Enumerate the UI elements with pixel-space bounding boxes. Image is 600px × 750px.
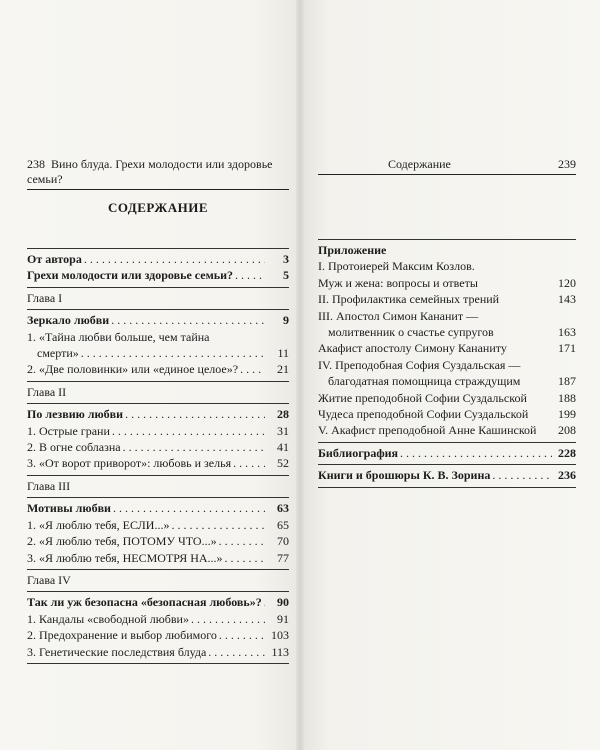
toc-entry: I. Протоиерей Максим Козлов. <box>318 259 475 274</box>
toc-entry: Библиография . . . 228 <box>318 445 576 461</box>
toc-entry: V. Акафист преподобной Анне Кашинской 208 <box>318 423 576 438</box>
right-page <box>300 0 600 750</box>
toc-title: СОДЕРЖАНИЕ <box>107 200 209 215</box>
toc-entry: смерти» . . . 11 <box>27 345 289 361</box>
divider <box>27 569 289 570</box>
toc-entry: молитвенник о счастье супругов 163 <box>328 325 576 340</box>
toc-entry: Зеркало любви . . . 9 <box>27 312 289 328</box>
toc-entry: 1. «Я люблю тебя, ЕСЛИ...» . . . 65 <box>27 517 289 533</box>
toc-entry: Муж и жена: вопросы и ответы 120 <box>318 275 576 290</box>
toc-entry: Житие преподобной Софии Суздальской 188 <box>318 390 576 405</box>
toc-entry: 2. «Я люблю тебя, ПОТОМУ ЧТО...» . . . 70 <box>27 533 289 549</box>
right-page-number: 239 <box>558 157 576 171</box>
divider <box>318 239 576 240</box>
left-toc-list <box>27 245 289 666</box>
divider <box>318 464 576 465</box>
toc-entry: III. Апостол Симон Кананит — <box>318 308 479 323</box>
right-running-head <box>318 157 576 175</box>
toc-entry: 1. «Тайна любви больше, чем тайна <box>27 329 210 344</box>
toc-entry: По лезвию любви . . . 28 <box>27 406 289 422</box>
divider <box>27 663 289 664</box>
toc-entry: 3. «От ворот приворот»: любовь и зелья . . . 52 <box>27 455 289 471</box>
divider <box>27 591 289 592</box>
chapter-label: Глава II <box>27 384 67 399</box>
right-running-title: Содержание <box>388 157 451 171</box>
toc-entry: IV. Преподобная София Суздальская — <box>318 357 521 372</box>
right-toc-list <box>318 236 576 490</box>
book-gutter <box>296 0 304 750</box>
divider <box>27 475 289 476</box>
left-page-number: 238 <box>27 157 45 171</box>
chapter-label: Глава IV <box>27 572 71 587</box>
divider <box>27 381 289 382</box>
toc-entry: 2. В огне соблазна . . . 41 <box>27 439 289 455</box>
divider <box>27 497 289 498</box>
chapter-label: Глава III <box>27 478 71 493</box>
toc-entry: 3. Генетические последствия блуда . . . 113 <box>27 644 289 660</box>
divider <box>27 403 289 404</box>
toc-entry: 2. Предохранение и выбор любимого . . . 103 <box>27 627 289 643</box>
toc-entry: Чудеса преподобной Софии Суздальской 199 <box>318 407 576 422</box>
left-running-title: Вино блуда. Грехи молодости или здоровье семьи? <box>27 157 273 186</box>
toc-entry: благодатная помощница страждущим 187 <box>328 374 576 389</box>
toc-entry: 2. «Две половинки» или «единое целое»? . . . 21 <box>27 361 289 377</box>
toc-entry: Акафист апостолу Симону Кананиту 171 <box>318 341 576 356</box>
divider <box>318 487 576 488</box>
divider <box>27 287 289 288</box>
toc-entry: Грехи молодости или здоровье семьи? . . . 5 <box>27 267 289 283</box>
toc-entry: От автора . . . 3 <box>27 251 289 267</box>
toc-entry: Так ли уж безопасна «безопасная любовь»? . . . 90 <box>27 594 289 610</box>
divider <box>27 248 289 249</box>
toc-entry: Книги и брошюры К. В. Зорина . . . 236 <box>318 467 576 483</box>
toc-entry: 1. Кандалы «свободной любви» . . . 91 <box>27 611 289 627</box>
divider <box>27 309 289 310</box>
toc-entry: II. Профилактика семейных трений 143 <box>318 292 576 307</box>
toc-entry: Приложение <box>318 243 387 257</box>
toc-entry: 1. Острые грани . . . 31 <box>27 423 289 439</box>
chapter-label: Глава I <box>27 290 63 305</box>
toc-entry: Мотивы любви . . . 63 <box>27 500 289 516</box>
toc-entry: 3. «Я люблю тебя, НЕСМОТРЯ НА...» . . . 77 <box>27 550 289 566</box>
left-running-head <box>27 157 289 190</box>
divider <box>318 442 576 443</box>
